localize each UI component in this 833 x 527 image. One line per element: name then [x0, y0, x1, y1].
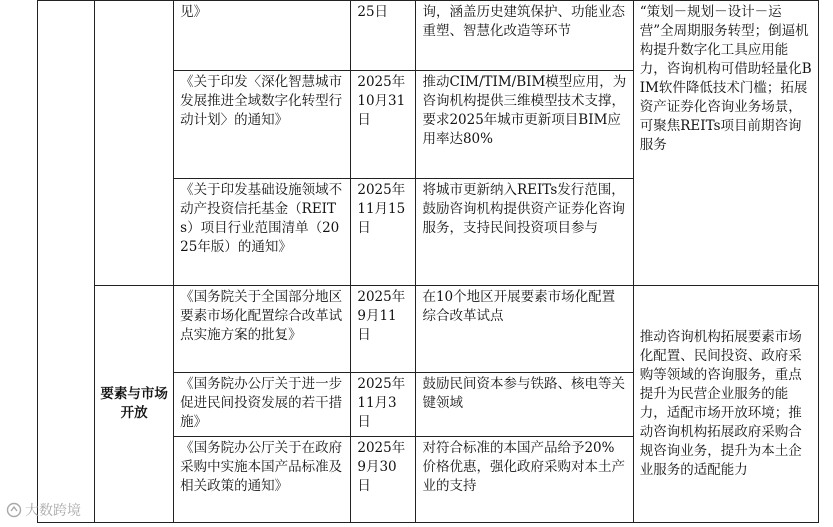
outer-column-cell: [38, 1, 95, 523]
table-row: [38, 286, 819, 373]
content-cell: 对符合标准的本国产品给予20%价格优惠，强化政府采购对本土产业的支持: [416, 437, 633, 523]
date-cell: 2025年11月3日: [351, 373, 416, 437]
impact-cell-bottom: 推动咨询机构拓展要素市场化配置、民间投资、政府采购等领域的咨询服务，重点提升为民营企业服务的能力，适配市场开放环境；推动咨询机构拓展政府采购合规咨询业务，提升为本土企业服务的适配能力: [633, 286, 818, 523]
date-cell: 2025年9月11日: [351, 286, 416, 373]
content-cell: 鼓励民间资本参与铁路、核电等关键领域: [416, 373, 633, 437]
content-cell: 询，涵盖历史建筑保护、功能业态重塑、智慧化改造等环节: [416, 1, 633, 71]
content-cell: 推动CIM/TIM/BIM模型应用，为咨询机构提供三维模型技术支撑，要求2025年城市更新项目BIM应用率达80%: [416, 71, 633, 179]
content-cell: 在10个地区开展要素市场化配置综合改革试点: [416, 286, 633, 373]
group-cell-previous: [95, 1, 174, 286]
date-cell: 2025年9月30日: [351, 437, 416, 523]
policy-cell: 《关于印发〈深化智慧城市发展推进全域数字化转型行动计划〉的通知》: [174, 71, 351, 179]
policy-cell: 《关于印发基础设施领域不动产投资信托基金（REITs）项目行业范围清单（2025年版）的通知》: [174, 179, 351, 286]
group-cell-market-opening: 要素与市场开放: [95, 286, 174, 523]
watermark-text: 大数跨境: [25, 503, 81, 519]
watermark: [6, 500, 81, 520]
watermark-logo-icon: [6, 502, 22, 518]
date-cell: 25日: [351, 1, 416, 71]
table-row: [38, 1, 819, 71]
policy-cell: 见》: [174, 1, 351, 71]
date-cell: 2025年11月15日: [351, 179, 416, 286]
policy-cell: 《国务院办公厅关于进一步促进民间投资发展的若干措施》: [174, 373, 351, 437]
policy-cell: 《国务院办公厅关于在政府采购中实施本国产品标准及相关政策的通知》: [174, 437, 351, 523]
impact-cell-top: “策划－规划－设计－运营”全周期服务转型；倒逼机构提升数字化工具应用能力，咨询机构可借助轻量化BIM软件降低技术门槛；拓展资产证券化咨询业务场景，可聚焦REITs项目前期咨询服务: [633, 1, 818, 286]
content-cell: 将城市更新纳入REITs发行范围，鼓励咨询机构提供资产证券化咨询服务，支持民间投资项目参与: [416, 179, 633, 286]
policy-cell: 《国务院关于全国部分地区要素市场化配置综合改革试点实施方案的批复》: [174, 286, 351, 373]
date-cell: 2025年10月31日: [351, 71, 416, 179]
policy-table: [37, 0, 819, 523]
